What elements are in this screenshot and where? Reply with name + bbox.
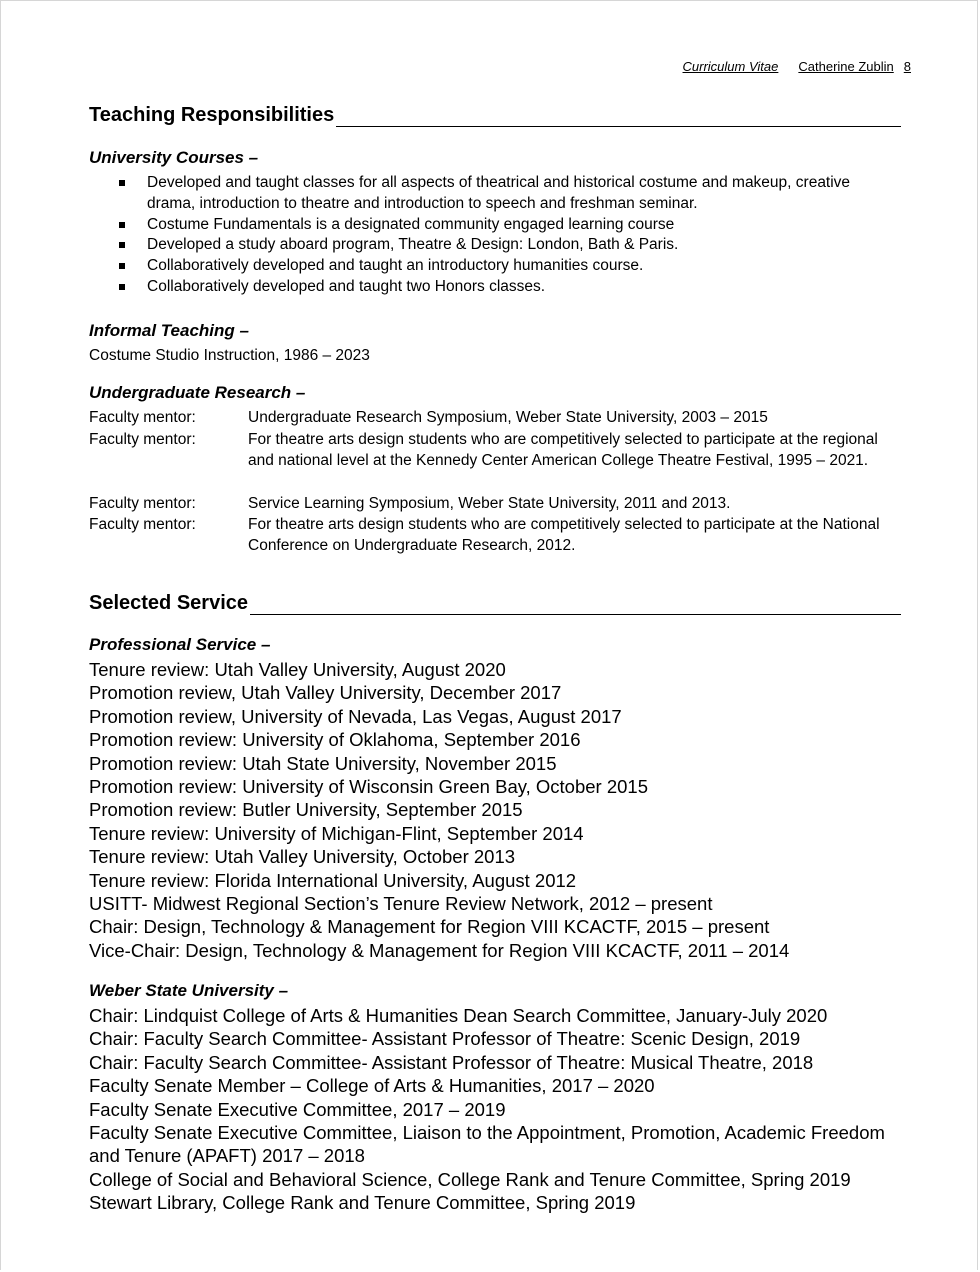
mentor-entry: Faculty mentor: For theatre arts design students who are competitively selected to participate at the National Conference on Undergraduate Research, 2012. [89, 516, 880, 554]
section-heading-service [89, 592, 901, 615]
list-item: Tenure review: Utah Valley University, August 2020 [89, 659, 506, 680]
list-item: Faculty Senate Executive Committee, Liaison to the Appointment, Promotion, Academic Freedom and Tenure (APAFT) 2017 – 2018 [89, 1122, 885, 1167]
running-header [683, 59, 911, 74]
service-title: Selected Service [89, 592, 248, 614]
informal-teaching-text: Costume Studio Instruction, 1986 – 2023 [89, 347, 370, 364]
list-item: Faculty Senate Member – College of Arts & Humanities, 2017 – 2020 [89, 1075, 655, 1097]
list-item: Promotion review, Utah Valley University, December 2017 [89, 682, 562, 704]
university-courses-list [89, 173, 869, 298]
list-item: Tenure review: Florida International University, August 2012 [89, 869, 577, 891]
list-item: USITT- Midwest Regional Section’s Tenure Review Network, 2012 – present [89, 893, 713, 915]
informal-teaching-heading: Informal Teaching – [89, 321, 249, 340]
list-item: Chair: Faculty Search Committee- Assistant Professor of Theatre: Musical Theatre, 2018 [89, 1051, 814, 1073]
list-item: Costume Fundamentals is a designated community engaged learning course [89, 215, 869, 236]
header-doc-type: Curriculum Vitae [682, 59, 779, 74]
bullet-icon [119, 180, 125, 186]
list-item: Chair: Lindquist College of Arts & Humanities Dean Search Committee, January-July 2020 [89, 1005, 828, 1026]
heading-rule [250, 614, 901, 615]
list-item: Developed a study aboard program, Theatre & Design: London, Bath & Paris. [89, 235, 869, 256]
list-item: College of Social and Behavioral Science, College Rank and Tenure Committee, Spring 2019 [89, 1168, 851, 1190]
teaching-title: Teaching Responsibilities [89, 104, 335, 126]
university-courses-heading: University Courses – [89, 148, 259, 167]
mentor-entry: Faculty mentor: For theatre arts design students who are competitively selected to participate at the regional and national level at the Kennedy Center American College Theatre Festival, 1995 – 2021. [89, 431, 878, 469]
bullet-icon [119, 284, 125, 290]
undergraduate-research-heading: Undergraduate Research – [89, 383, 306, 402]
header-page-number: 8 [903, 59, 911, 74]
bullet-icon [119, 263, 125, 269]
professional-service-heading: Professional Service – [89, 635, 271, 654]
weber-state-heading: Weber State University – [89, 981, 289, 1000]
list-item: Faculty Senate Executive Committee, 2017 – 2019 [89, 1098, 506, 1120]
list-item: Promotion review: Utah State University, November 2015 [89, 752, 557, 774]
list-item: Promotion review, University of Nevada, Las Vegas, August 2017 [89, 705, 622, 727]
list-item: Stewart Library, College Rank and Tenure Committee, Spring 2019 [89, 1192, 636, 1214]
bullet-icon [119, 222, 125, 228]
section-heading-teaching [89, 104, 901, 127]
header-name: Catherine Zublin [798, 59, 894, 74]
weber-state-list [89, 1004, 901, 1215]
list-item: Developed and taught classes for all aspects of theatrical and historical costume and makeup, creative drama, introduction to theatre and introduction to speech and freshman seminar. [89, 173, 869, 215]
list-item: Collaboratively developed and taught two Honors classes. [89, 277, 869, 298]
mentor-entry: Faculty mentor: Undergraduate Research Symposium, Weber State University, 2003 – 2015 [89, 409, 768, 426]
bullet-icon [119, 242, 125, 248]
list-item: Chair: Design, Technology & Management for Region VIII KCACTF, 2015 – present [89, 916, 770, 938]
list-item: Promotion review: University of Wisconsin Green Bay, October 2015 [89, 776, 648, 798]
list-item: Tenure review: University of Michigan-Flint, September 2014 [89, 822, 584, 844]
list-item: Tenure review: Utah Valley University, October 2013 [89, 846, 516, 868]
list-item: Chair: Faculty Search Committee- Assistant Professor of Theatre: Scenic Design, 2019 [89, 1028, 801, 1050]
heading-rule [336, 126, 901, 127]
list-item: Promotion review: University of Oklahoma, September 2016 [89, 729, 581, 751]
mentor-entry: Faculty mentor: Service Learning Symposium, Weber State University, 2011 and 2013. [89, 495, 731, 512]
professional-service-list [89, 658, 901, 962]
list-item: Promotion review: Butler University, September 2015 [89, 799, 523, 821]
list-item: Vice-Chair: Design, Technology & Management for Region VIII KCACTF, 2011 – 2014 [89, 939, 790, 961]
list-item: Collaboratively developed and taught an introductory humanities course. [89, 256, 869, 277]
